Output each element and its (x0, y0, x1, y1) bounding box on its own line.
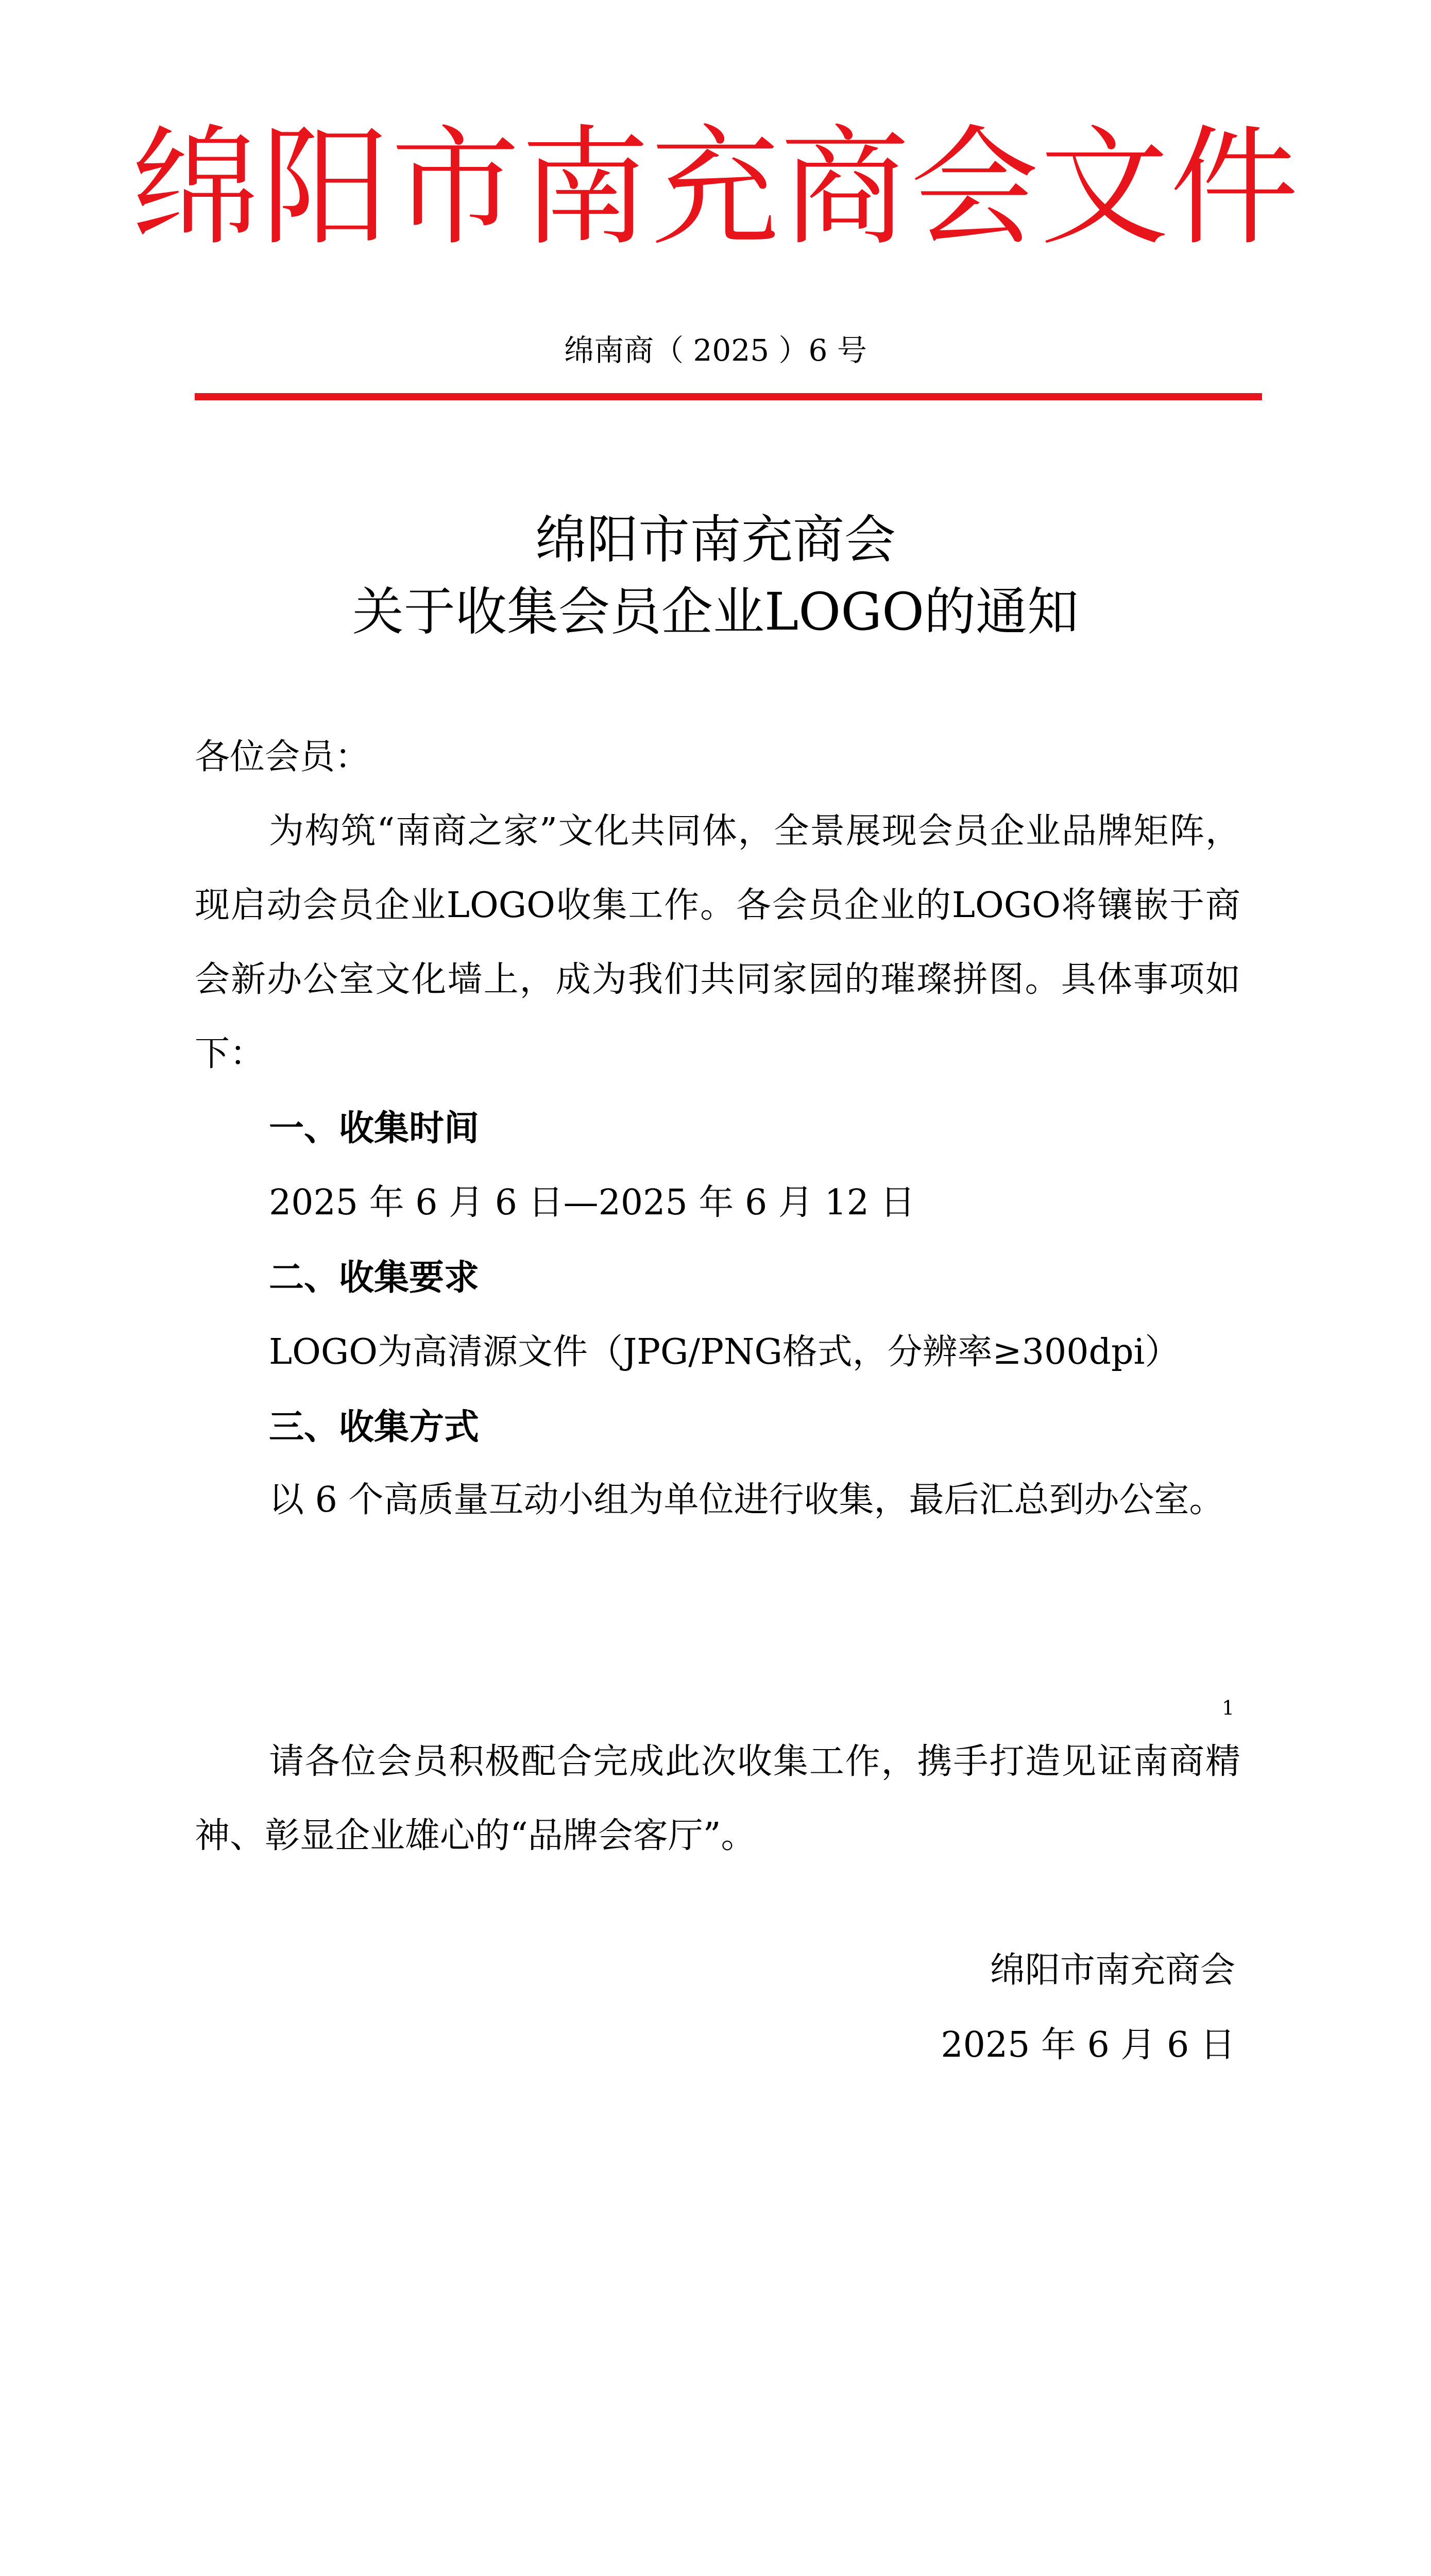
signature-date: 2025 年 6 月 6 日 (941, 2025, 1235, 2065)
document-header-title: 绵阳市南充商会文件 (131, 113, 1300, 263)
signature-organization: 绵阳市南充商会 (990, 1950, 1235, 1991)
red-header-divider (195, 393, 1262, 400)
notice-title-line-2: 关于收集会员企业LOGO的通知 (352, 582, 1079, 642)
notice-title-line-1: 绵阳市南充商会 (535, 510, 896, 570)
section-heading-requirements: 二、收集要求 (269, 1257, 480, 1298)
section-heading-time: 一、收集时间 (269, 1108, 480, 1149)
page-number-1: 1 (1222, 1697, 1235, 1719)
document-number: 绵南商（ 2025 ）6 号 (564, 333, 867, 368)
section-heading-method: 三、收集方式 (269, 1406, 480, 1448)
section-content-method: 以 6 个高质量互动小组为单位进行收集，最后汇总到办公室。 (269, 1480, 1224, 1520)
intro-paragraph: 为构筑“南商之家”文化共同体，全景展现会员企业品牌矩阵，现启动会员企业LOGO收集工作。各会员企业的LOGO将镶嵌于商会新办公室文化墙上，成为我们共同家园的璀璨拼图。具体事项如下： (195, 811, 1240, 1074)
section-content-time: 2025 年 6 月 6 日—2025 年 6 月 12 日 (269, 1182, 915, 1223)
salutation: 各位会员： (195, 737, 370, 777)
closing-paragraph: 请各位会员积极配合完成此次收集工作，携手打造见证南商精神、彰显企业雄心的“品牌会客厅”。 (195, 1741, 1240, 1856)
section-content-requirements: LOGO为高清源文件（JPG/PNG格式，分辨率≥300dpi） (269, 1332, 1180, 1372)
